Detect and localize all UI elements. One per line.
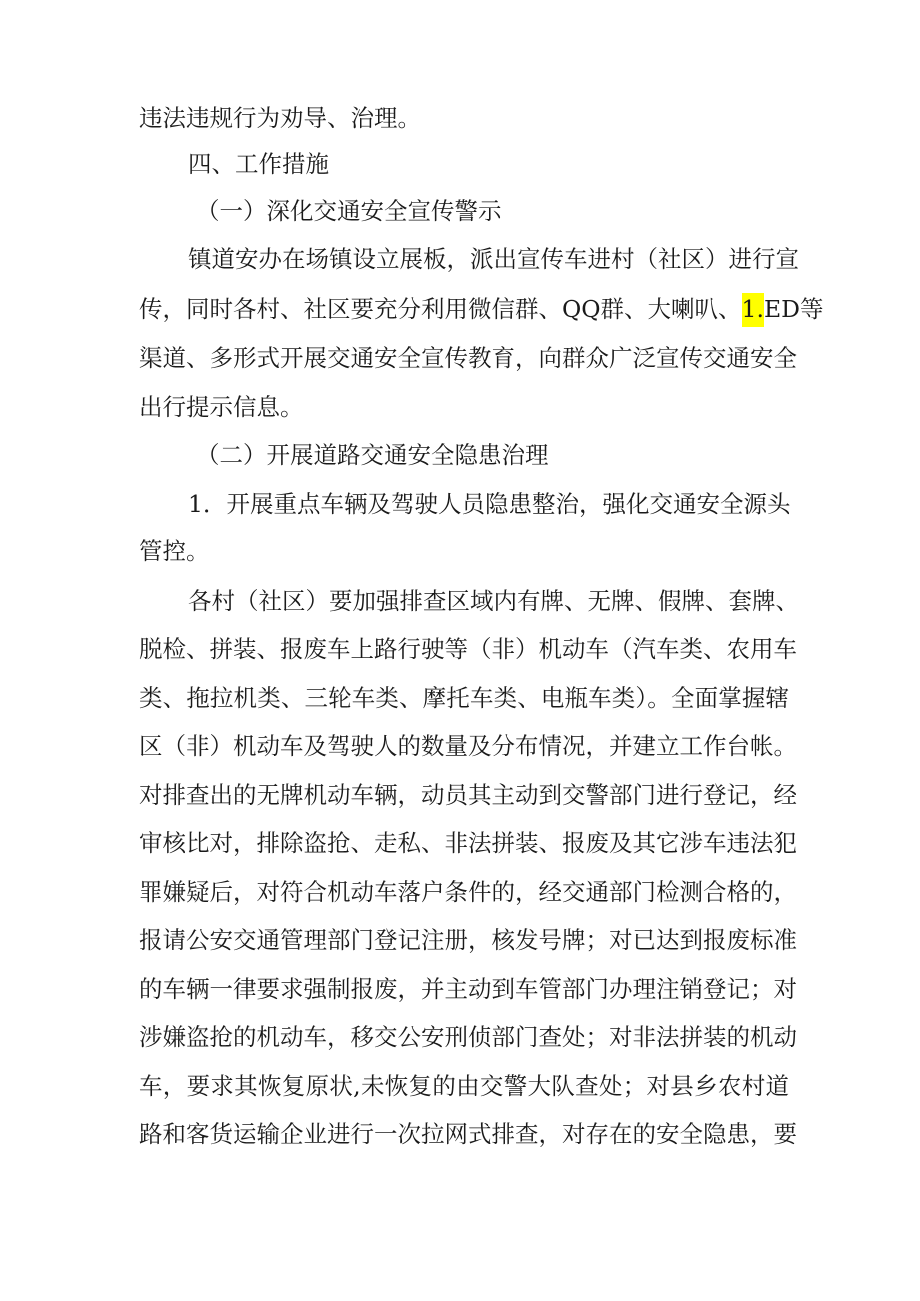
highlighted-text: 1. [742, 293, 764, 327]
paragraph-line: 路和客货运输企业进行一次拉网式排查，对存在的安全隐患，要 [139, 1120, 797, 1148]
paragraph-line: 出行提示信息。 [139, 393, 304, 421]
paragraph-text: 传，同时各村、社区要充分利用微信群、QQ群、大喇叭、 [139, 295, 742, 323]
section-heading-measures: 四、工作措施 [188, 150, 329, 178]
paragraph-line: 审核比对，排除盗抢、走私、非法拼装、报废及其它涉车违法犯 [139, 829, 797, 857]
paragraph-line: 管控。 [139, 537, 210, 565]
paragraph-line: 区（非）机动车及驾驶人的数量及分布情况，并建立工作台帐。 [139, 732, 797, 760]
paragraph-line: 罪嫌疑后，对符合机动车落户条件的，经交通部门检测合格的， [139, 878, 797, 906]
paragraph-line: 对排查出的无牌机动车辆，动员其主动到交警部门进行登记，经 [139, 781, 797, 809]
paragraph-line: 类、拖拉机类、三轮车类、摩托车类、电瓶车类）。全面掌握辖 [139, 684, 789, 712]
subsection-heading-2: （二）开展道路交通安全隐患治理 [196, 441, 549, 469]
paragraph-line: 车，要求其恢复原状,未恢复的由交警大队查处；对县乡农村道 [139, 1072, 789, 1100]
paragraph-line-1: 违法违规行为劝导、治理。 [139, 104, 421, 132]
paragraph-line: 镇道安办在场镇设立展板，派出宣传车进村（社区）进行宣 [188, 245, 799, 273]
paragraph-line: 的车辆一律要求强制报废，并主动到车管部门办理注销登记；对 [139, 975, 797, 1003]
paragraph-line: 报请公安交通管理部门登记注册，核发号牌；对已达到报废标准 [139, 926, 797, 954]
paragraph-text-after-highlight: ED等 [763, 295, 824, 323]
paragraph-line: 1．开展重点车辆及驾驶人员隐患整治，强化交通安全源头 [188, 490, 791, 518]
paragraph-line: 脱检、拼装、报废车上路行驶等（非）机动车（汽车类、农用车 [139, 635, 797, 663]
paragraph-line-highlight [139, 294, 824, 324]
paragraph-line: 各村（社区）要加强排查区域内有牌、无牌、假牌、套牌、 [188, 587, 799, 615]
paragraph-line: 渠道、多形式开展交通安全宣传教育，向群众广泛宣传交通安全 [139, 344, 797, 372]
subsection-heading-1: （一）深化交通安全宣传警示 [196, 197, 502, 225]
paragraph-line: 涉嫌盗抢的机动车，移交公安刑侦部门查处；对非法拼装的机动 [139, 1023, 797, 1051]
